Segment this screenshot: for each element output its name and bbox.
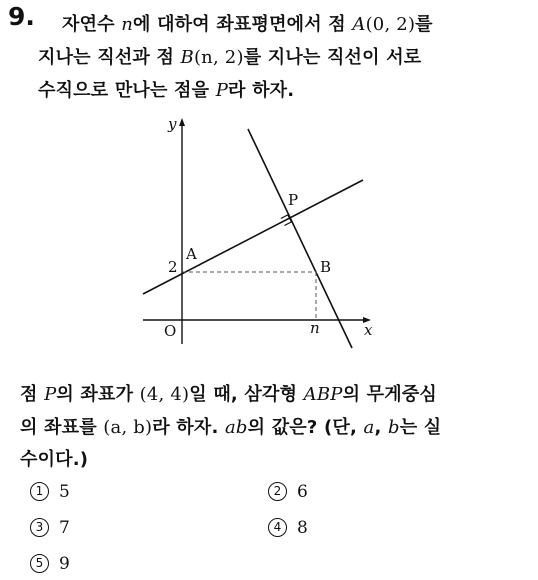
x-axis-label: x (364, 321, 373, 339)
choice-mark-1: 1 (30, 482, 49, 501)
choice-mark-3: 3 (30, 518, 49, 537)
answer-choice-2[interactable] (268, 482, 308, 502)
question-line-4: 점 P의 좌표가 (4, 4)일 때, 삼각형 ABP의 무게중심 (20, 384, 438, 405)
answer-choice-1[interactable] (30, 482, 70, 502)
choice-value-3: 7 (59, 518, 70, 538)
y-axis-arrow (179, 118, 185, 126)
question-line-6: 수이다.) (20, 449, 89, 470)
point-label-B: B (320, 258, 332, 276)
choice-value-2: 6 (297, 482, 308, 502)
choice-mark-5: 5 (30, 554, 49, 573)
y-axis-label: y (168, 115, 177, 133)
point-label-P: P (288, 191, 299, 209)
question-line-1: 자연수 n에 대하여 좌표평면에서 점 A(0, 2)를 (62, 14, 433, 35)
tick-label-2: 2 (168, 258, 178, 276)
choice-mark-2: 2 (268, 482, 287, 501)
tick-label-n: n (310, 319, 320, 337)
point-label-A: A (186, 245, 197, 263)
answer-choice-4[interactable] (268, 518, 308, 538)
choice-value-4: 8 (297, 518, 308, 538)
choice-mark-4: 4 (268, 518, 287, 537)
question-line-3: 수직으로 만나는 점을 P라 하자. (38, 80, 295, 101)
choice-value-5: 9 (59, 554, 70, 574)
coordinate-figure (138, 112, 378, 352)
origin-label: O (164, 322, 177, 340)
question-line-2: 지나는 직선과 점 B(n, 2)를 지나는 직선이 서로 (38, 47, 422, 68)
question-line-5: 의 좌표를 (a, b)라 하자. ab의 값은? (단, a, b는 실 (20, 417, 442, 438)
question-number: 9. (8, 2, 35, 31)
choice-value-1: 5 (59, 482, 70, 502)
answer-choice-5[interactable] (30, 554, 70, 574)
line-through-B (248, 129, 352, 348)
line-through-A (143, 180, 363, 294)
answer-choice-3[interactable] (30, 518, 70, 538)
